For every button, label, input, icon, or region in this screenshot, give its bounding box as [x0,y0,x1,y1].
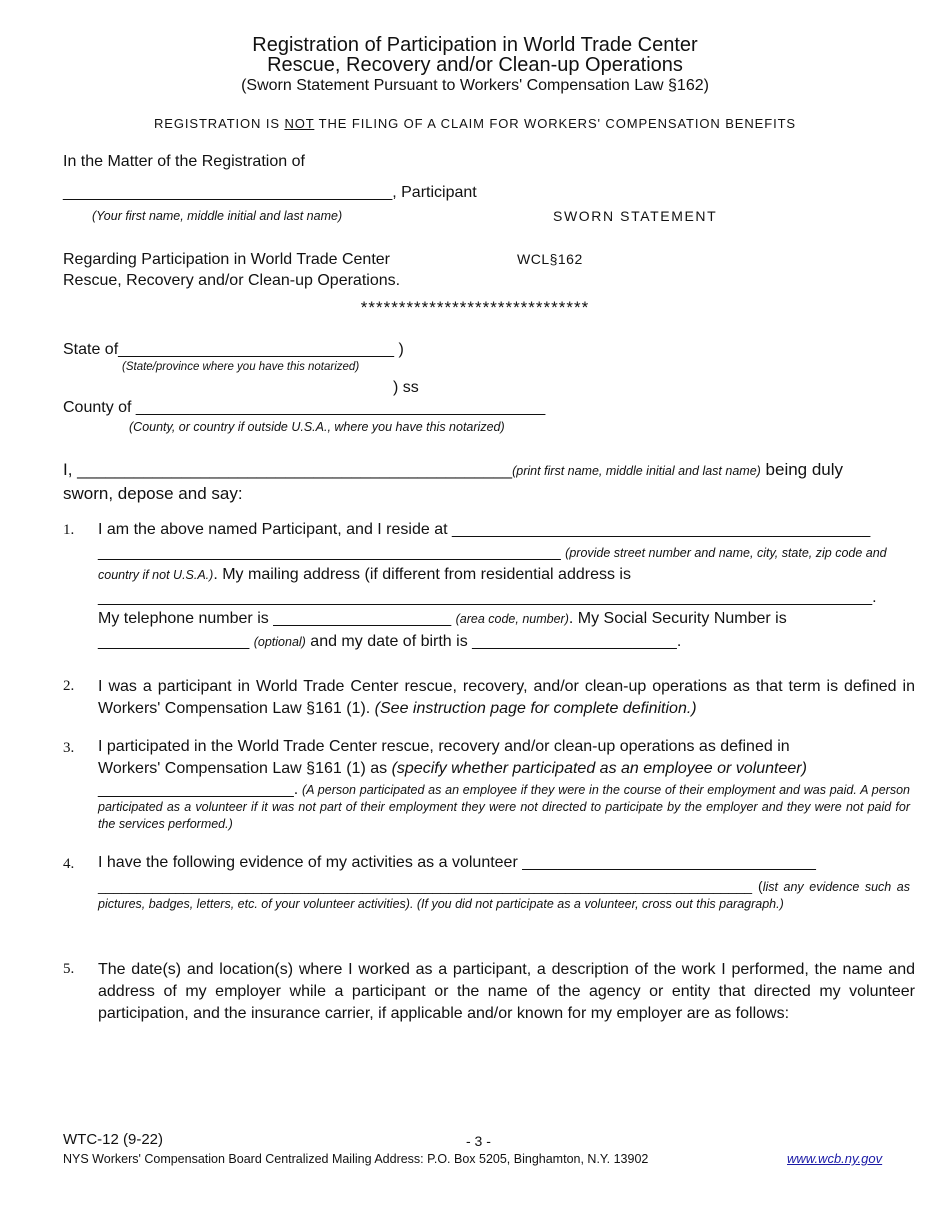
item5-number: 5. [63,961,75,977]
evidence-field[interactable]: I have the following evidence of my activities as a volunteer _________________________________ [98,854,816,871]
county-field[interactable]: County of ______________________________________________ [63,399,546,416]
notice-not: NOT [284,116,315,131]
mailing-address-footer: NYS Workers' Compensation Board Centralized Mailing Address: P.O. Box 5205, Binghamton, N.Y. 13902 [63,1152,649,1166]
item2-text [98,676,915,720]
item3-note-text: (A person participated as an employee if they were in the course of their employment and was paid. A person participated as a volunteer if it was not part of their employment they were not directed to participate by the employer and they were not paid for the services performed.) [98,783,910,831]
residence-hint: (provide street number and name, city, state, zip code and [565,546,887,560]
item3-note [98,781,910,833]
mailing-label: . My mailing address (if different from residential address is [213,566,631,583]
regarding-line1: Regarding Participation in World Trade Center [63,251,390,268]
item1-number: 1. [63,522,75,538]
mailing-address-field[interactable]: _______________________________________________________________________________________. [98,589,877,606]
item3-law: Workers' Compensation Law §161 (1) as [98,760,392,777]
wcb-website-link[interactable]: www.wcb.ny.gov [787,1151,883,1166]
item2-body: I was a participant in World Trade Center rescue, recovery, and/or clean-up operations as that term is defined in Workers' Compensation Law §161 (1). [98,678,915,717]
oath-tail: being duly [760,460,844,479]
state-field[interactable]: State of_______________________________ ) [63,341,404,358]
regarding-line2: Rescue, Recovery and/or Clean-up Operations. [63,272,401,289]
residence-line2 [98,544,887,562]
item4-number: 4. [63,856,75,872]
evidence-field-2[interactable]: ____________________________________________________________________________________ ( [98,878,763,894]
oath-name-hint: (print first name, middle initial and last name) [512,464,761,478]
separator-stars: ****************************** [360,298,590,317]
county-hint: (County, or country if outside U.S.A., where you have this notarized) [129,420,505,434]
ssn-hint: (optional) [253,635,306,649]
ssn-field[interactable]: _________________ [98,633,254,650]
ssn-dob-line [98,633,681,651]
matter-heading: In the Matter of the Registration of [63,153,305,170]
page-number: - 3 - [466,1133,491,1149]
residence-field[interactable]: I am the above named Participant, and I reside at _______________________________________________ [98,521,871,538]
item2-italic: (See instruction page for complete definition.) [374,700,697,717]
item2-number: 2. [63,678,75,694]
item4-note-text: list any evidence such as pictures, badges, letters, etc. of your volunteer activities). (If you did not participate as a volunteer, cross out this paragraph.) [98,880,911,911]
participant-name-field[interactable]: _____________________________________, Participant [63,184,477,201]
form-id: WTC-12 (9-22) [63,1131,164,1148]
phone-hint: (area code, number) [455,612,569,626]
form-subtitle: (Sworn Statement Pursuant to Workers' Compensation Law §162) [241,77,709,94]
registration-notice [0,116,950,131]
state-hint: (State/province where you have this notarized) [122,361,360,373]
oath-name-field[interactable]: I, ______________________________________________ [63,460,513,479]
residence-field-2[interactable]: ____________________________________________________ [98,544,566,561]
item5-text: The date(s) and location(s) where I worked as a participant, a description of the work I performed, the name and address of my employer while a participant or the name of the agency or entity that directed my volunteer participation, and the insurance carrier, if applicable and/or known for my employer are as follows: [98,961,915,1022]
item3-line1: I participated in the World Trade Center rescue, recovery and/or clean-up operations as defined in [98,738,790,755]
form-title-line1: Registration of Participation in World Trade Center [252,34,698,56]
participant-name-hint: (Your first name, middle initial and last name) [92,209,343,223]
phone-field[interactable]: My telephone number is ____________________ [98,610,456,627]
sworn-statement-label: SWORN STATEMENT [553,208,718,224]
ssn-label: . My Social Security Number is [568,610,787,627]
oath-line2: sworn, depose and say: [63,484,243,503]
dob-field[interactable]: and my date of birth is _______________________. [305,633,682,650]
participation-type-field[interactable]: ______________________. [98,781,299,798]
item4-note [98,878,910,913]
item3-line2 [98,760,807,778]
notice-pre: REGISTRATION IS [154,116,285,131]
oath-line [63,460,843,480]
item3-number: 3. [63,740,75,756]
wcl-reference: WCL§162 [517,251,583,267]
item3-specify: (specify whether participated as an employee or volunteer) [391,760,807,777]
ss-label: ) ss [393,379,419,396]
residence-hint-cont: country if not U.S.A.) [98,568,214,582]
mailing-line [98,566,631,584]
phone-line [98,610,787,628]
notice-post: THE FILING OF A CLAIM FOR WORKERS' COMPENSATION BENEFITS [314,116,796,131]
form-title-line2: Rescue, Recovery and/or Clean-up Operations [267,54,683,76]
